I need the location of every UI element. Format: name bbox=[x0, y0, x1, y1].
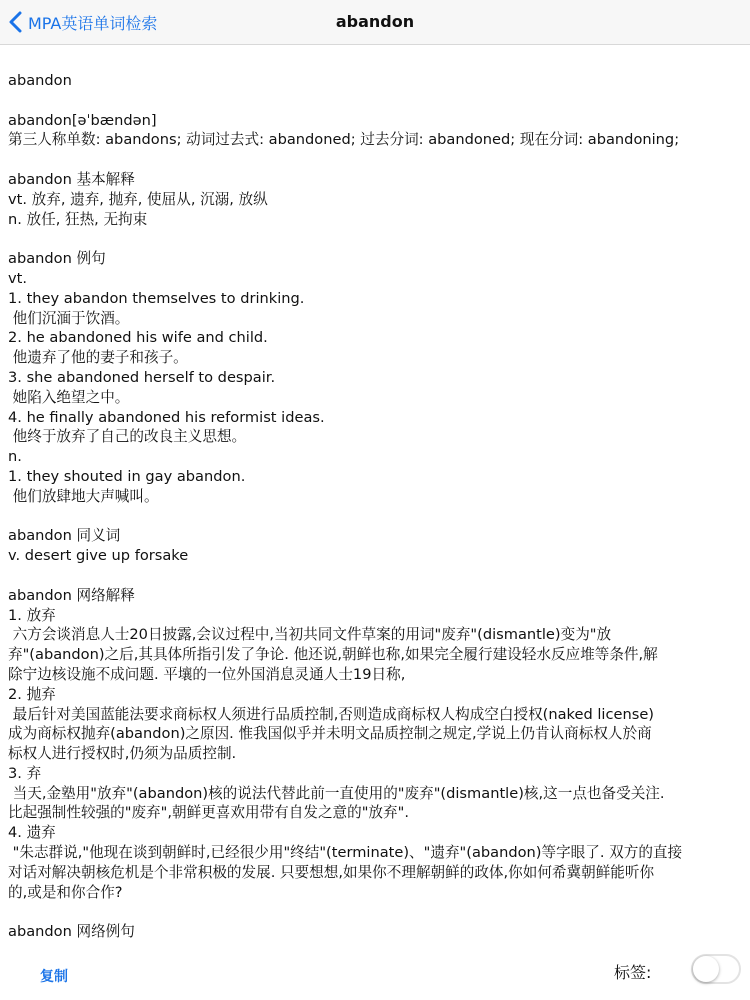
text-line: abandon[əˈbændən] bbox=[8, 111, 157, 129]
text-line: 成为商标权抛弃(abandon)之原因. 惟我国似乎并未明文品质控制之规定,学说上仍肯认商标权人於商 bbox=[8, 725, 652, 743]
text-line: n. bbox=[8, 448, 22, 466]
page-title: abandon bbox=[335, 12, 415, 31]
text-line: 1. they abandon themselves to drinking. bbox=[8, 289, 305, 307]
text-line: vt. bbox=[8, 269, 27, 287]
text-line: 他们放肆地大声喊叫。 bbox=[8, 487, 159, 505]
text-line: vt. 放弃, 遗弃, 抛弃, 使屈从, 沉溺, 放纵 bbox=[8, 190, 268, 208]
text-line: v. desert give up forsake bbox=[8, 547, 189, 565]
tag-label: 标签: bbox=[614, 963, 652, 982]
definition-text bbox=[8, 71, 744, 942]
text-line: 第三人称单数: abandons; 动词过去式: abandoned; 过去分词: abandoned; 现在分词: abandoning; bbox=[8, 131, 680, 149]
text-line: 最后针对美国蓝能法要求商标权人须进行品质控制,否则造成商标权人构成空白授权(naked license) bbox=[8, 705, 654, 723]
text-line: 3. 弃 bbox=[8, 764, 42, 782]
back-button-label: MPA英语单词检索 bbox=[28, 13, 158, 33]
text-line: 2. he abandoned his wife and child. bbox=[8, 329, 268, 347]
text-line bbox=[8, 507, 744, 527]
text-line bbox=[8, 229, 744, 249]
text-line: 她陷入绝望之中。 bbox=[8, 388, 130, 406]
text-line bbox=[8, 91, 744, 111]
text-line: 3. she abandoned herself to despair. bbox=[8, 368, 276, 386]
text-line: abandon 同义词 bbox=[8, 527, 121, 545]
tag-toggle[interactable] bbox=[691, 954, 741, 984]
text-line bbox=[8, 150, 744, 170]
text-line: abandon 基本解释 bbox=[8, 170, 135, 188]
text-line: 对话对解决朝核危机是个非常积极的发展. 只要想想,如果你不理解朝鲜的政体,你如何希冀朝鲜能听你 bbox=[8, 863, 655, 881]
text-line: abandon bbox=[8, 72, 72, 89]
text-line: 弃"(abandon)之后,其具体所指引发了争论. 他还说,朝鲜也称,如果完全履行建设轻水反应堆等条件,解 bbox=[8, 646, 658, 664]
text-line: "朱志群说,"他现在谈到朝鲜时,已经很少用"终结"(terminate)、"遗弃"(abandon)等字眼了. 双方的直接 bbox=[8, 844, 683, 862]
text-line: 1. 放弃 bbox=[8, 606, 56, 624]
navigation-bar bbox=[0, 0, 750, 45]
copy-button[interactable]: 复制 bbox=[40, 969, 68, 985]
text-line: 的,或是和你合作? bbox=[8, 883, 123, 901]
text-line: 他终于放弃了自己的改良主义思想。 bbox=[8, 428, 247, 446]
text-line: abandon 网络例句 bbox=[8, 923, 135, 941]
text-line: abandon 网络解释 bbox=[8, 586, 135, 604]
text-line: 比起强制性较强的"废弃",朝鲜更喜欢用带有自发之意的"放弃". bbox=[8, 804, 409, 822]
text-line: 他遗弃了他的妻子和孩子。 bbox=[8, 349, 188, 367]
text-line: 1. they shouted in gay abandon. bbox=[8, 467, 246, 485]
text-line: 2. 抛弃 bbox=[8, 685, 56, 703]
text-line bbox=[8, 566, 744, 586]
text-line bbox=[8, 902, 744, 922]
text-line: 除宁边核设施不成问题. 平壤的一位外国消息灵通人士19日称, bbox=[8, 665, 406, 683]
toggle-knob bbox=[693, 956, 719, 982]
text-line: 4. 遗弃 bbox=[8, 824, 56, 842]
text-line: abandon 例句 bbox=[8, 250, 106, 268]
text-line: 当天,金塾用"放弃"(abandon)核的说法代替此前一直使用的"废弃"(dismantle)核,这一点也备受关注. bbox=[8, 784, 665, 802]
text-line: n. 放任, 狂热, 无拘束 bbox=[8, 210, 148, 228]
text-line: 4. he finally abandoned his reformist ideas. bbox=[8, 408, 325, 426]
bottom-toolbar bbox=[0, 948, 750, 1000]
text-line: 他们沉湎于饮酒。 bbox=[8, 309, 130, 327]
text-line: 标权人进行授权时,仍须为品质控制. bbox=[8, 745, 237, 763]
text-line: 六方会谈消息人士20日披露,会议过程中,当初共同文件草案的用词"废弃"(dismantle)变为"放 bbox=[8, 626, 612, 644]
